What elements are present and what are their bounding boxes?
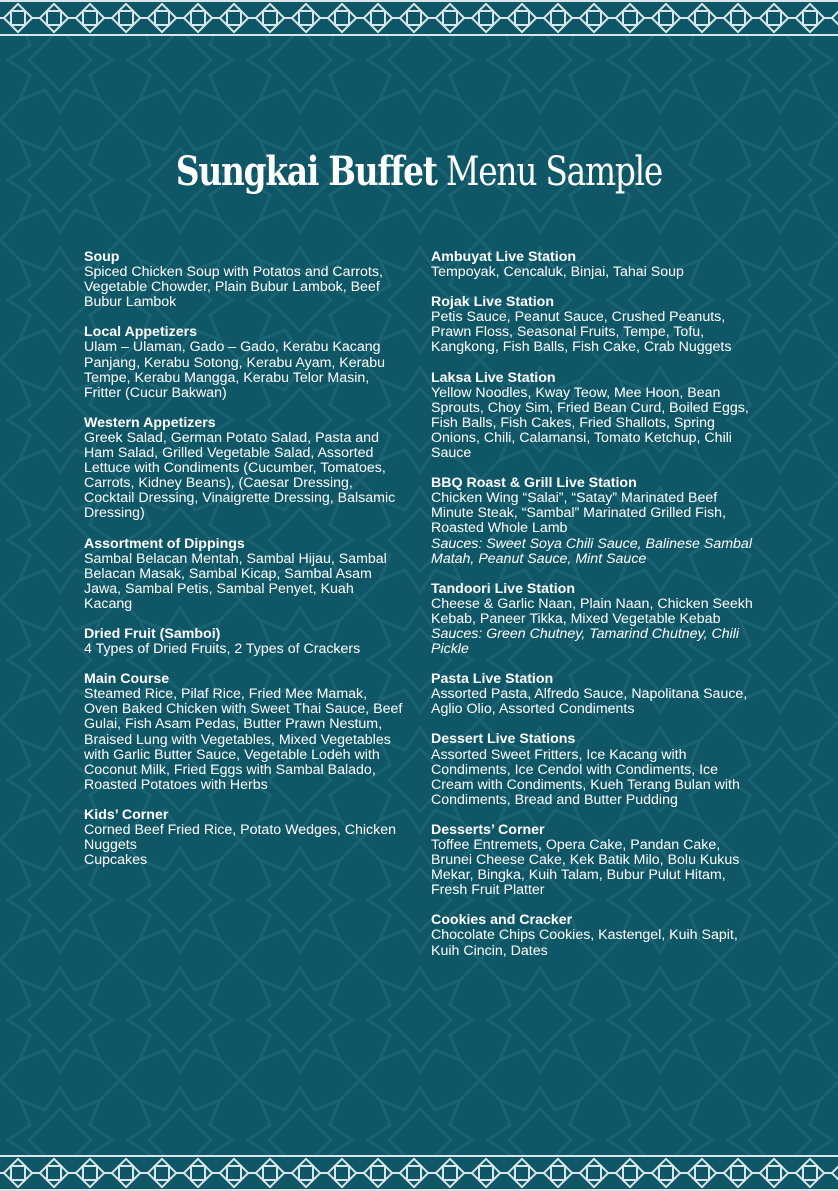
section-title: Dessert Live Stations — [431, 731, 576, 748]
section-title: Dried Fruit (Samboi) — [84, 625, 221, 642]
section-items: Chocolate Chips Cookies, Kastengel, Kuih Sapit, Kuih Cincin, Dates — [431, 927, 738, 959]
menu-section-bbq — [431, 476, 761, 567]
section-title: Assortment of Dippings — [84, 535, 245, 552]
section-items: Yellow Noodles, Kway Teow, Mee Hoon, Bean Sprouts, Choy Sim, Fried Bean Curd, Boiled Eggs, Fish Balls, Fish Cakes, Fried Shallots, Spring Onions, Chili, Calamansi, Tomato Ketchup, Chili Sauce — [431, 384, 749, 462]
section-items: Petis Sauce, Peanut Sauce, Crushed Peanuts, Prawn Floss, Seasonal Fruits, Tempe, Tofu, Kangkong, Fish Balls, Fish Cake, Crab Nuggets — [431, 309, 732, 356]
section-items: Chicken Wing “Salai”, “Satay” Marinated Beef Minute Steak, “Sambal” Marinated Grilled Fish, Roasted Whole Lamb — [431, 490, 726, 537]
menu-left-column — [84, 250, 404, 883]
top-border-ornament — [0, 0, 838, 36]
section-items: Cheese & Garlic Naan, Plain Naan, Chicken Seekh Kebab, Paneer Tikka, Mixed Vegetable Kebab — [431, 595, 753, 627]
section-items: Tempoyak, Cencaluk, Binjai, Tahai Soup — [431, 264, 684, 281]
menu-section-kids-corner — [84, 808, 404, 868]
menu-section-desserts-corner — [431, 823, 761, 898]
section-title: Soup — [84, 249, 120, 265]
menu-section-dessert-live — [431, 732, 761, 807]
section-title: Tandoori Live Station — [431, 580, 575, 597]
menu-right-column — [431, 250, 761, 974]
menu-section-dippings — [84, 537, 404, 612]
section-title: Kids’ Corner — [84, 806, 169, 823]
section-items: Greek Salad, German Potato Salad, Pasta and Ham Salad, Grilled Vegetable Salad, Assorted Lettuce with Condiments (Cucumber, Tomatoes, Carrots, Kidney Beans), (Caesar Dressing, Cocktail Dressing, Vinaigrette Dressing, Balsamic Dressing) — [84, 429, 396, 522]
section-title: Cookies and Cracker — [431, 912, 573, 929]
menu-section-ambuyat — [431, 250, 761, 280]
section-items: Spiced Chicken Soup with Potatos and Carrots, Vegetable Chowder, Plain Bubur Lambok, Beef Bubur Lambok — [84, 264, 383, 311]
section-items: Assorted Pasta, Alfredo Sauce, Napolitana Sauce, Aglio Olio, Assorted Condiments — [431, 686, 748, 718]
menu-section-dried-fruit — [84, 627, 404, 657]
section-note: Sauces: Sweet Soya Chili Sauce, Balinese Sambal Matah, Peanut Sauce, Mint Sauce — [431, 535, 752, 567]
section-title: Desserts’ Corner — [431, 821, 545, 838]
section-items: Ulam – Ulaman, Gado – Gado, Kerabu Kacang Panjang, Kerabu Sotong, Kerabu Ayam, Kerabu Tempe, Kerabu Mangga, Kerabu Telor Masin, Fritter (Cucur Bakwan) — [84, 339, 386, 401]
menu-section-western-appetizers — [84, 416, 404, 522]
title-regular: Menu Sample — [445, 149, 663, 195]
section-title: Pasta Live Station — [431, 671, 554, 688]
section-note: Sauces: Green Chutney, Tamarind Chutney, Chili Pickle — [431, 625, 740, 658]
menu-section-laksa — [431, 371, 761, 462]
menu-section-soup — [84, 250, 404, 310]
section-title: BBQ Roast & Grill Live Station — [431, 475, 637, 492]
page-title — [75, 146, 762, 198]
menu-section-pasta — [431, 672, 761, 717]
menu-section-local-appetizers — [84, 325, 404, 400]
bottom-border-ornament — [0, 1155, 838, 1191]
title-bold: Sungkai Buffet — [175, 148, 437, 195]
section-items: Steamed Rice, Pilaf Rice, Fried Mee Mamak, Oven Baked Chicken with Sweet Thai Sauce, Beef Gulai, Fish Asam Pedas, Butter Prawn Nestum, Braised Lung with Vegetables, Mixed Vegetables with Garlic Butter Sauce, Vegetable Lodeh with Coconut Milk, Fried Eggs with Sambal Balado, Roasted Potatoes with Herbs — [84, 686, 403, 793]
menu-section-main-course — [84, 672, 404, 793]
menu-section-tandoori — [431, 582, 761, 657]
menu-section-rojak — [431, 295, 761, 355]
section-items: Assorted Sweet Fritters, Ice Kacang with Condiments, Ice Cendol with Condiments, Ice Cream with Condiments, Kueh Terang Bulan with Condiments, Bread and Butter Pudding — [431, 746, 740, 808]
section-title: Laksa Live Station — [431, 369, 556, 386]
section-items: Toffee Entremets, Opera Cake, Pandan Cake, Brunei Cheese Cake, Kek Batik Milo, Bolu Kukus Mekar, Bingka, Kuih Talam, Bubur Pulut Hitam, Fresh Fruit Platter — [431, 837, 740, 899]
section-title: Ambuyat Live Station — [431, 249, 577, 265]
section-items: 4 Types of Dried Fruits, 2 Types of Crackers — [84, 641, 361, 658]
section-items: Corned Beef Fried Rice, Potato Wedges, Chicken Nuggets — [84, 822, 397, 854]
section-title: Rojak Live Station — [431, 294, 554, 311]
section-title: Main Course — [84, 671, 170, 688]
section-items-extra: Cupcakes — [84, 852, 148, 869]
section-title: Local Appetizers — [84, 324, 198, 341]
menu-section-cookies — [431, 913, 761, 958]
section-items: Sambal Belacan Mentah, Sambal Hijau, Sambal Belacan Masak, Sambal Kicap, Sambal Asam Jawa, Sambal Petis, Sambal Penyet, Kuah Kacang — [84, 550, 387, 612]
section-title: Western Appetizers — [84, 414, 216, 431]
